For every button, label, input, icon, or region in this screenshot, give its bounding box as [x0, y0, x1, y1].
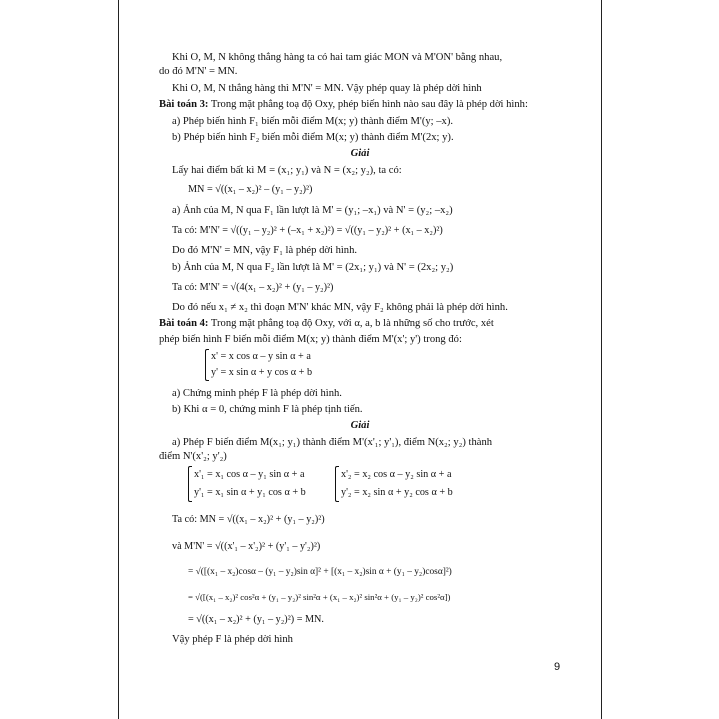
- equation: y'₂ = x₂ sin α + y₂ cos α + b: [341, 487, 453, 498]
- equation: Ta có: MN = √((x₁ – x₂)² + (y₁ – y₂)²): [172, 514, 325, 525]
- equation: Ta có: M'N' = √(4(x₁ – x₂)² + (y₁ – y₂)²): [172, 282, 334, 293]
- problem-3-line: [159, 99, 528, 111]
- equation: = √([(x₁ – x₂)cosα – (y₁ – y₂)sin α]² + [(x₁ – x₂)sin α + (y₁ – y₂)cosα]²): [188, 567, 452, 577]
- problem-4-text: Trong mặt phẳng toạ độ Oxy, với α, a, b là những số cho trước, xét: [210, 318, 494, 329]
- text-line: Lấy hai điểm bất kì M = (x₁; y₁) và N = (x₂; y₂), ta có:: [172, 165, 402, 176]
- equation: = √((x₁ – x₂)² + (y₁ – y₂)²) = MN.: [188, 614, 324, 625]
- equation: x'₁ = x₁ cos α – y₁ sin α + a: [194, 469, 305, 480]
- text-line: do đó M'N' = MN.: [159, 66, 238, 77]
- system-brace: [188, 466, 192, 502]
- text-line: b) Ảnh của M, N qua F₂ lần lượt là M' = (2x₁; y₁) và N' = (2x₂; y₂): [172, 262, 454, 273]
- text-line: a) Phép biến hình F₁ biến mỗi điểm M(x; y) thành điểm M'(y; –x).: [172, 116, 454, 127]
- equation: x' = x cos α – y sin α + a: [211, 351, 311, 362]
- equation: MN = √((x₁ – x₂)² – (y₁ – y₂)²): [188, 184, 313, 195]
- system-brace: [205, 349, 209, 381]
- text-line: a) Ảnh của M, N qua F₁ lần lượt là M' = (y₁; –x₁) và N' = (y₂; –x₂): [172, 205, 453, 216]
- system-brace: [335, 466, 339, 502]
- problem-4-line: [159, 318, 494, 330]
- equation: và M'N' = √((x'₁ – x'₂)² + (y'₁ – y'₂)²): [172, 541, 321, 552]
- equation: x'₂ = x₂ cos α – y₂ sin α + a: [341, 469, 452, 480]
- problem-3-heading: Bài toán 3:: [159, 99, 209, 110]
- solution-heading: Giải: [350, 148, 370, 159]
- text-line: phép biến hình F biến mỗi điểm M(x; y) thành điểm M'(x'; y') trong đó:: [159, 334, 462, 345]
- text-line: a) Phép F biến điểm M(x₁; y₁) thành điểm M'(x'₁; y'₁), điểm N(x₂; y₂) thành: [172, 437, 493, 448]
- text-line: Do đó M'N' = MN, vậy F₁ là phép dời hình.: [172, 245, 358, 256]
- problem-3-text: Trong mặt phẳng toạ độ Oxy, phép biến hình nào sau đây là phép dời hình:: [210, 99, 528, 110]
- text-line: Vậy phép F là phép dời hình: [172, 634, 293, 645]
- problem-4-heading: Bài toán 4:: [159, 318, 209, 329]
- equation: y' = x sin α + y cos α + b: [211, 367, 313, 378]
- equation: = √([(x₁ – x₂)² cos²α + (y₁ – y₂)² sin²α + (x₁ – x₂)² sin²α + (y₁ – y₂)² cos²α]): [188, 592, 451, 602]
- page-number: 9: [554, 661, 561, 673]
- text-line: a) Chứng minh phép F là phép dời hình.: [172, 388, 342, 399]
- text-line: Khi O, M, N thẳng hàng thì M'N' = MN. Vậy phép quay là phép dời hình: [172, 83, 482, 94]
- text-line: b) Phép biến hình F₂ biến mỗi điểm M(x; y) thành điểm M'(2x; y).: [172, 132, 454, 143]
- text-line: b) Khi α = 0, chứng minh F là phép tịnh tiến.: [172, 404, 363, 415]
- solution-heading: Giải: [350, 420, 370, 431]
- text-line: Khi O, M, N không thẳng hàng ta có hai tam giác MON và M'ON' bằng nhau,: [172, 52, 503, 63]
- text-line: Do đó nếu x₁ ≠ x₂ thì đoạn M'N' khác MN, vậy F₂ không phải là phép dời hình.: [172, 302, 508, 313]
- equation: Ta có: M'N' = √((y₁ – y₂)² + (–x₁ + x₂)²) = √((y₁ – y₂)² + (x₁ – x₂)²): [172, 225, 443, 236]
- text-line: điểm N'(x'₂; y'₂): [159, 451, 227, 462]
- equation: y'₁ = x₁ sin α + y₁ cos α + b: [194, 487, 306, 498]
